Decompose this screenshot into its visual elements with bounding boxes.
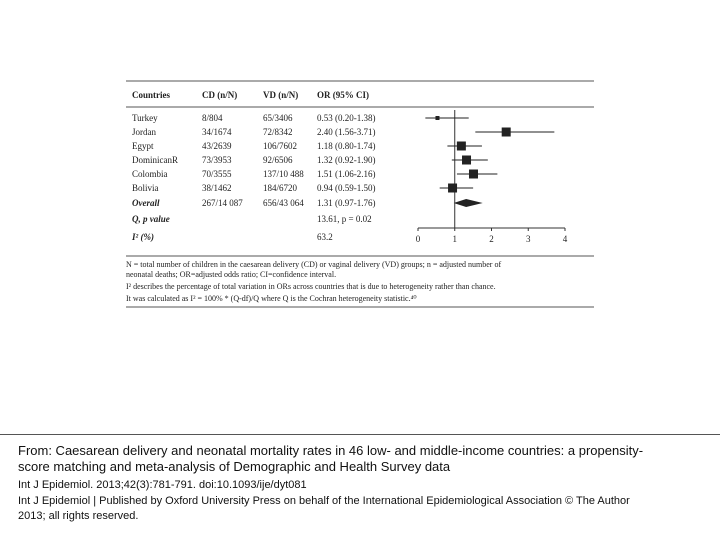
caption-copyright-line2: 2013; all rights reserved. xyxy=(18,510,139,522)
x-tick-label: 2 xyxy=(489,234,494,244)
caption-citation: Int J Epidemiol. 2013;42(3):781-791. doi:10.1093/ije/dyt081 xyxy=(18,479,307,491)
header-cd: CD (n/N) xyxy=(202,90,238,100)
row-or: 0.53 (0.20-1.38) xyxy=(317,113,376,123)
x-tick-label: 0 xyxy=(415,234,421,244)
row-cd: 34/1674 xyxy=(202,127,232,137)
point-estimate xyxy=(457,142,466,151)
forest-plot xyxy=(416,110,568,244)
point-estimate xyxy=(462,156,471,165)
row-country: Colombia xyxy=(132,169,168,179)
point-estimate xyxy=(502,128,511,137)
row-cd: 73/3953 xyxy=(202,155,232,165)
x-tick-label: 3 xyxy=(526,234,531,244)
row-vd: 184/6720 xyxy=(263,183,298,193)
row-vd: 106/7602 xyxy=(263,141,298,151)
caption-copyright xyxy=(18,494,702,524)
q-value: 13.61, p = 0.02 xyxy=(317,214,372,224)
row-country: Bolivia xyxy=(132,183,159,193)
caption-copyright-line1: Int J Epidemiol | Published by Oxford University Press on behalf of the International Epidemiological Association © The Author xyxy=(18,495,630,507)
row-or: 1.18 (0.80-1.74) xyxy=(317,141,376,151)
row-cd: 70/3555 xyxy=(202,169,232,179)
x-tick-label: 1 xyxy=(452,234,457,244)
row-or: 2.40 (1.56-3.71) xyxy=(317,127,376,137)
caption-from-line1: From: Caesarean delivery and neonatal mortality rates in 46 low- and middle-income countries: a propensity- xyxy=(18,443,644,458)
row-vd: 137/10 488 xyxy=(263,169,304,179)
footnote-line: I² describes the percentage of total variation in ORs across countries that is due to heterogeneity rather than chance. xyxy=(126,282,496,291)
row-vd: 72/8342 xyxy=(263,127,293,137)
row-cd: 8/804 xyxy=(202,113,223,123)
i2-label: I² (%) xyxy=(132,232,154,242)
row-vd: 65/3406 xyxy=(263,113,293,123)
overall-vd: 656/43 064 xyxy=(263,198,304,208)
footnote-line: N = total number of children in the caesarean delivery (CD) or vaginal delivery (VD) groups; n = adjusted number of xyxy=(126,260,502,269)
row-country: DominicanR xyxy=(132,155,178,165)
row-or: 0.94 (0.59-1.50) xyxy=(317,183,376,193)
figure-caption xyxy=(0,434,720,540)
caption-from-line2: score matching and meta-analysis of Demographic and Health Survey data xyxy=(18,459,451,474)
footnote-line: neonatal deaths; OR=adjusted odds ratio; CI=confidence interval. xyxy=(126,270,337,279)
overall-diamond xyxy=(454,199,483,207)
x-tick-label: 4 xyxy=(562,234,568,244)
row-country: Egypt xyxy=(132,141,154,151)
header-vd: VD (n/N) xyxy=(263,90,299,100)
point-estimate xyxy=(448,184,457,193)
row-country: Jordan xyxy=(132,127,156,137)
i2-value: 63.2 xyxy=(317,232,333,242)
overall-or: 1.31 (0.97-1.76) xyxy=(317,198,376,208)
header-or: OR (95% CI) xyxy=(317,90,369,100)
overall-label: Overall xyxy=(132,198,160,208)
row-cd: 43/2639 xyxy=(202,141,232,151)
row-or: 1.32 (0.92-1.90) xyxy=(317,155,376,165)
row-country: Turkey xyxy=(132,113,158,123)
header-countries: Countries xyxy=(132,90,170,100)
q-label: Q, p value xyxy=(132,214,170,224)
row-or: 1.51 (1.06-2.16) xyxy=(317,169,376,179)
overall-cd: 267/14 087 xyxy=(202,198,243,208)
footnote-line: It was calculated as I² = 100% * (Q-df)/Q where Q is the Cochran heterogeneity statistic.⁴⁰ xyxy=(126,294,417,303)
caption-from xyxy=(18,443,702,475)
row-vd: 92/6506 xyxy=(263,155,293,165)
point-estimate xyxy=(435,116,439,120)
point-estimate xyxy=(469,170,478,179)
row-cd: 38/1462 xyxy=(202,183,232,193)
